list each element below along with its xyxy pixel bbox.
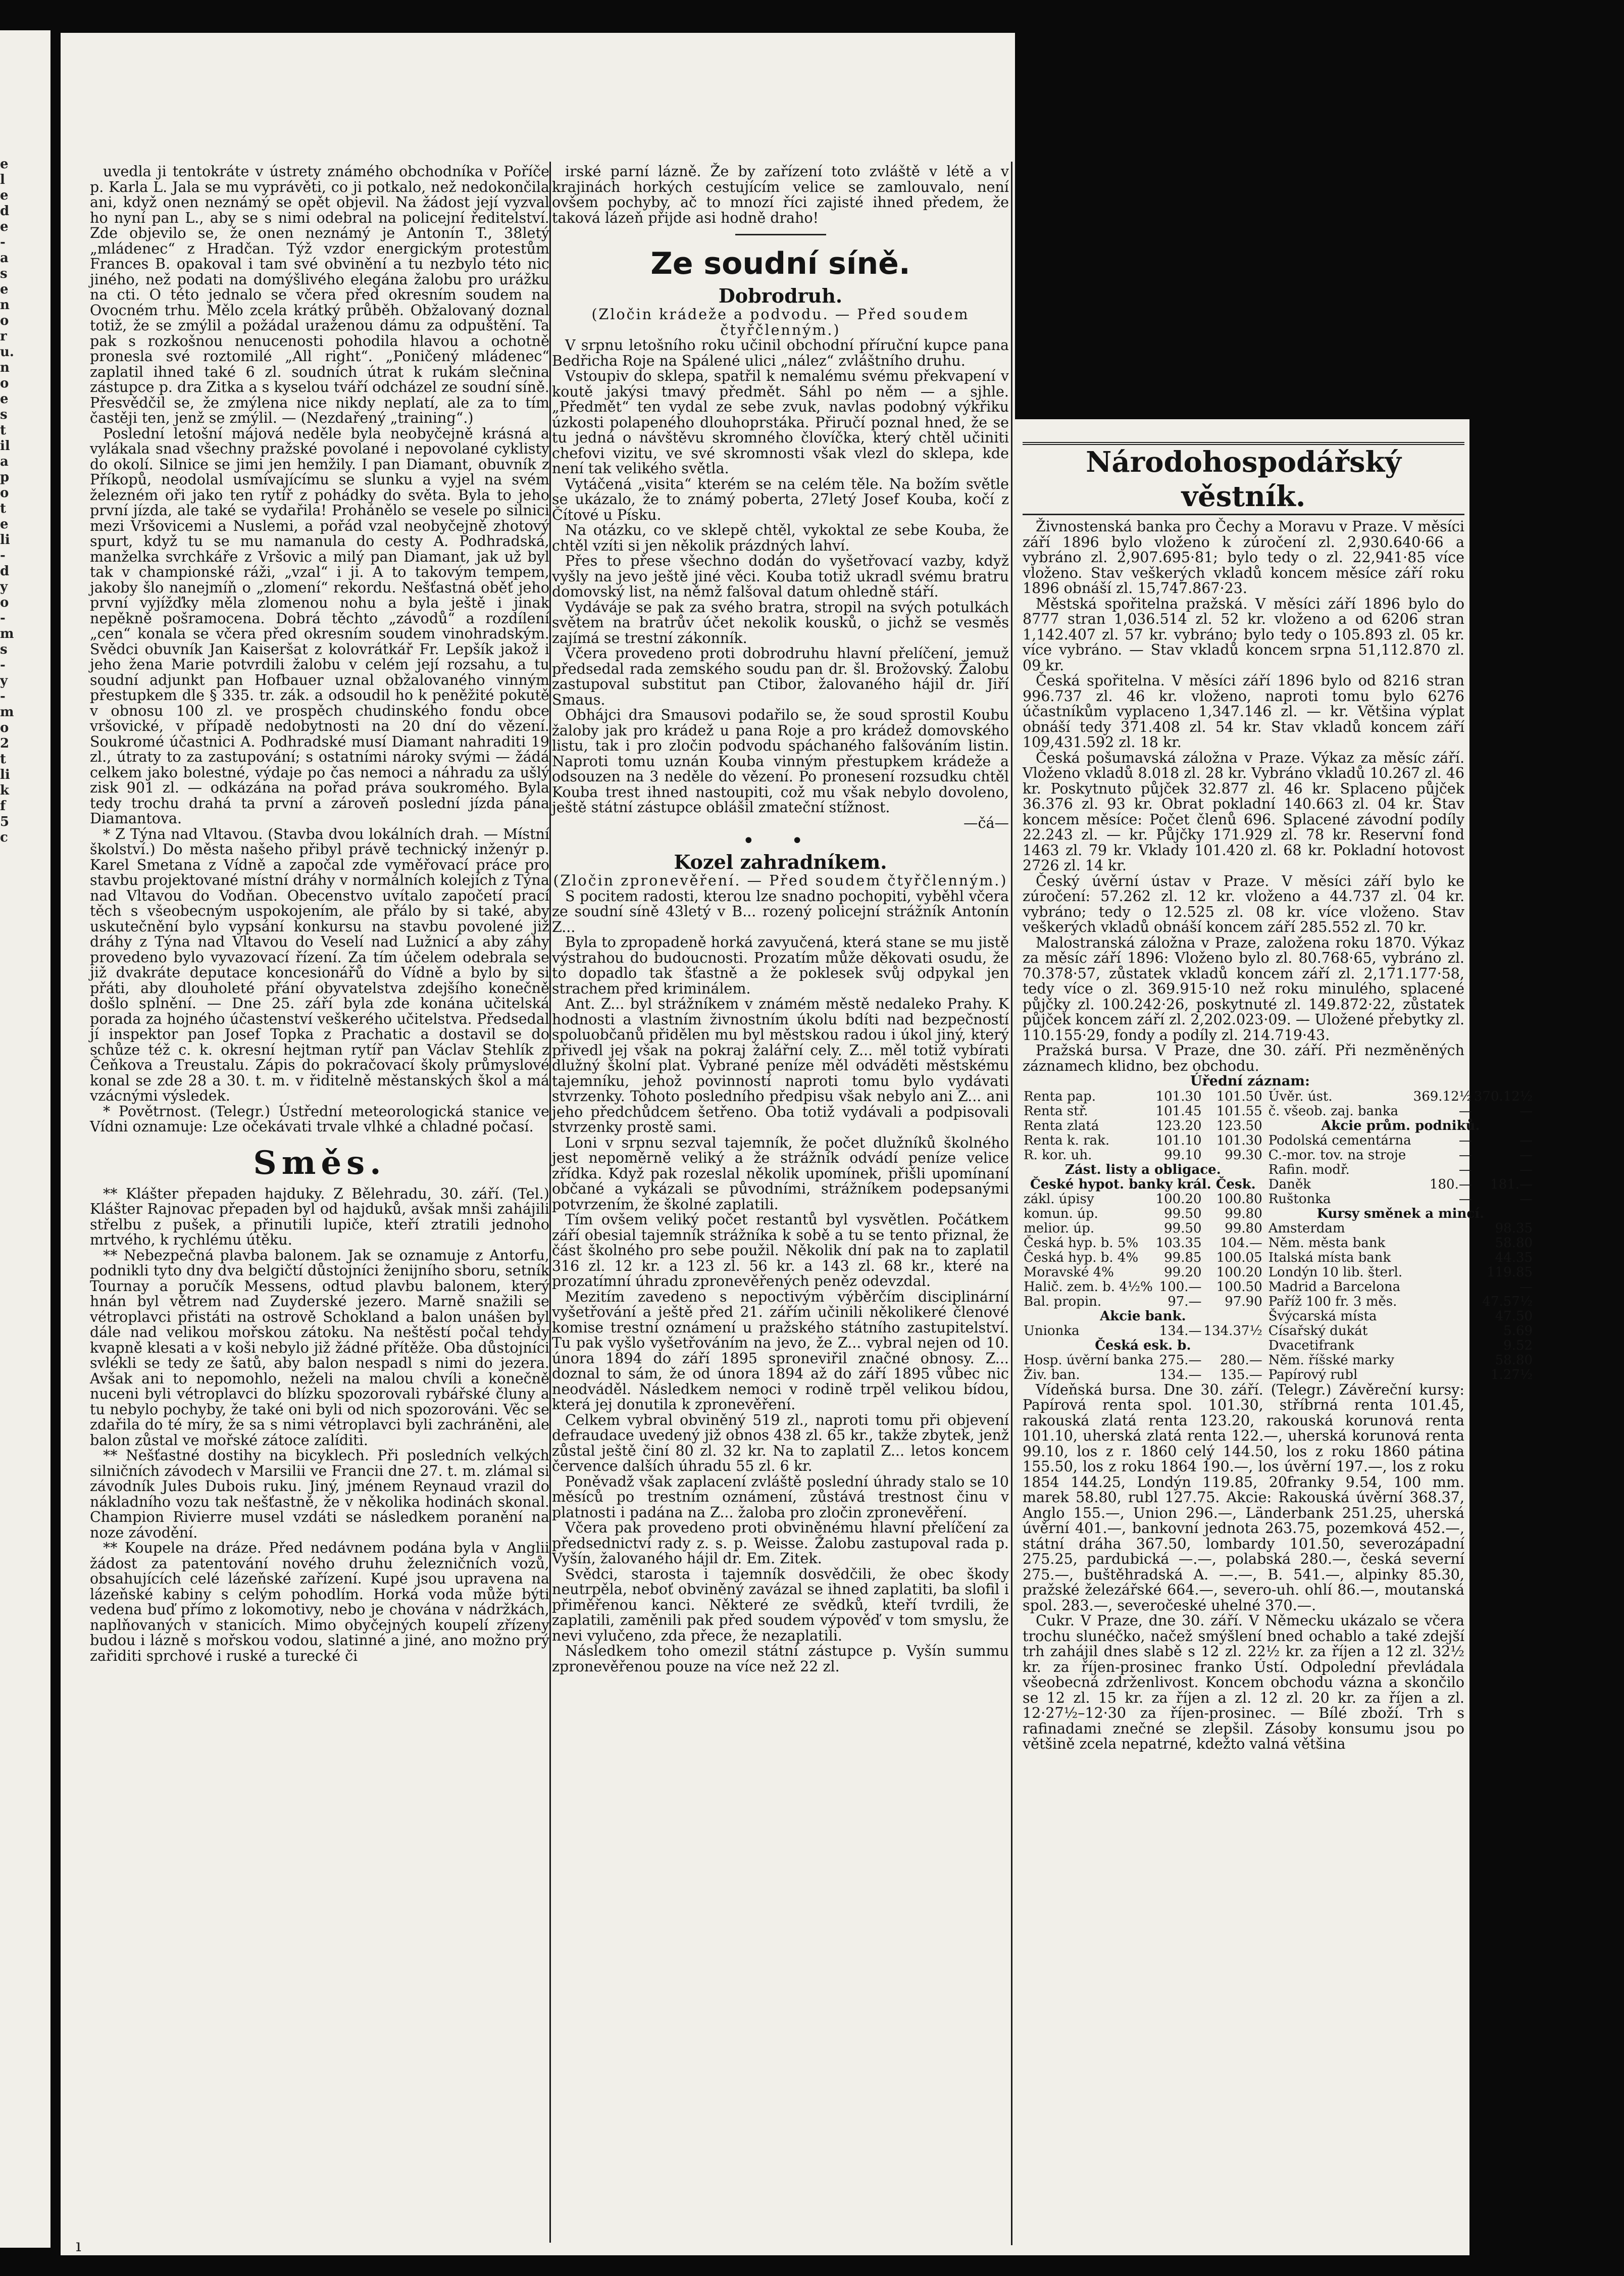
- bursa-label: Rafin. modř.: [1268, 1162, 1350, 1177]
- bursa-row: [1267, 1295, 1534, 1309]
- bursa-label: zákl. úpisy: [1024, 1191, 1094, 1207]
- bursa-table-right: [1267, 1090, 1534, 1382]
- bursa-label: Bal. propin.: [1024, 1294, 1102, 1309]
- bursa-value: 104.—: [1220, 1235, 1262, 1251]
- bursa-label: Renta k. rak.: [1024, 1132, 1110, 1148]
- separator-dots: • •: [742, 829, 819, 853]
- bursa-value: 101.30: [1155, 1088, 1202, 1104]
- economic-item: Živnostenská banka pro Čechy a Moravu v Praze. V měsíci září 1896 bylo vloženo k zúročení zl. 2,930.640·66 a vybráno zl. 2,907.695·81; bylo tedy o zl. 22,941·85 více vloženo. Stav veškerých vkladů koncem měsíce září roku 1896 obnáší zl. 15,747.867·23.: [1023, 518, 1464, 597]
- bursa-value: [1412, 1265, 1473, 1280]
- article-paragraph: Svědci, starosta i tajemník dosvědčili, že obec škody neutrpěla, neboť obviněný zavázal se ihned zaplatiti, ba slofil i přiměřenou kanci. Některé ze svědků, kteří tvrdili, že zaplatili, zaměnili pak před soudem výpověď v tom smyslu, že nevi vylučeno, zda přece, že nezaplatili.: [552, 1565, 1009, 1644]
- article-subtitle: (Zločin zpronevěření. — Před soudem čtyřčlenným.): [553, 872, 1008, 889]
- article-paragraph: V srpnu letošního roku učinil obchodní příruční kupce pana Bedřicha Roje na Spálené ulici „nález“ zvláštního druhu.: [552, 337, 1009, 369]
- bursa-label: R. kor. uh.: [1024, 1147, 1092, 1163]
- bursa-value: 99.50: [1164, 1206, 1202, 1221]
- bursa-label: č. všeob. zaj. banka: [1268, 1103, 1399, 1119]
- bursa-value: 134.—: [1159, 1367, 1202, 1382]
- bursa-value: 97.90: [1225, 1294, 1262, 1309]
- bursa-value: 99.80: [1225, 1206, 1262, 1221]
- divider: [735, 234, 826, 235]
- bursa-value: 44.35: [1495, 1250, 1533, 1265]
- bursa-value: 123.50: [1216, 1118, 1262, 1133]
- article-paragraph: uvedla ji tentokráte v ústrety známého obchodníka v Poříče p. Karla L. Jala se mu vyprávěti, co ji potkalo, než nedokončila ani, když onen neznámý se opět objevil. Na žádost její vyzval ho nyní pan L., aby se s nimi odebral na policejní ředitelství. Zde objevilo se, že onen neznámý je Antonín T., 38letý „mládenec“ z Hradčan. Týž vzdor energickým protestům Frances B. opakoval i tam své obvinění a tu nezbylo této nic jiného, než podati na domýšlivého elegána žalobu pro urážku na cti. O této jednalo se včera před okresním soudem na Ovocném trhu. Mělo zcela krátký průběh. Obžalovaný doznal totiž, že se zmýlil a požádal uraženou dámu za odpuštění. Ta pak s rozkošnou nenucenosti pohodila hlavou a ochotně pronesla své roztomilé „All right“. „Poničený mládenec“ zaplatil ihned také 6 zl. soudních útrat k rukám slečnina zástupce p. dra Zitka a s kyselou tváří odcházel ze soudní síně. Přesvědčil se, že zmýlena nice nikdy neplatí, ale za to tím častěji ten, jenž se zmýlil. — (Nezdařený „training“.): [90, 163, 549, 426]
- article-paragraph: Vytáčená „visita“ kterém se na celém těle. Na božím světle se ukázalo, že to známý poberta, 27letý Josef Kouba, kočí z Čítové u Písku.: [552, 475, 1009, 523]
- bursa-row: [1023, 1090, 1263, 1104]
- article-paragraph: Vydáváje se pak za svého bratra, stropil na svých potulkách světem na bratrův účet nekolik kousků, o jichž se vesměs zajímá se trestní zákonník.: [552, 599, 1009, 647]
- article-paragraph: Včera pak provedeno proti obviněnému hlavní přelíčení za předsednictví rady z. s. p. Weisse. Žalobu zastupoval rada p. Vyšín, žalovaného hájil dr. Em. Zitek.: [552, 1519, 1009, 1567]
- bursa-row: [1023, 1236, 1263, 1251]
- economic-item: Česká spořitelna. V měsíci září 1896 bylo od 8216 stran 996.737 zl. 46 kr. vloženo, naproti tomu bylo 6276 účastníkům vyplaceno 1,347.146 zl. — kr. Většina výplat obnáší tedy 371.408 zl. 54 kr. Stav vkladů koncem září 109,431.592 zl. 18 kr.: [1023, 672, 1464, 751]
- page-edge-mark: ı: [76, 2236, 81, 2256]
- bursa-value: [1412, 1309, 1473, 1324]
- bursa-value: —: [1519, 1191, 1533, 1207]
- bursa-value: —: [1519, 1162, 1533, 1177]
- bursa-row: [1023, 1148, 1263, 1163]
- bursa-value: —: [1519, 1279, 1533, 1295]
- bursa-label: Renta zlatá: [1024, 1118, 1099, 1133]
- bursa-value: 99.20: [1164, 1264, 1202, 1280]
- bursa-label: Papírový rubl: [1268, 1367, 1358, 1382]
- bursa-value: 100.20: [1155, 1191, 1202, 1207]
- column-3-economic: [1023, 442, 1533, 2245]
- bursa-value: [1412, 1251, 1473, 1265]
- article-paragraph: Mezitím zavedeno s nepoctivým výběrčím disciplinární vyšetřování a ještě před 21. zářím učinili několikeré členové komise trestní oznámení u pražského státního zastupitelství. Tu pak vyšlo vyšetřováním na jevo, že Z... vybral nejen od 10. února 1894 do září 1895 sproneviřil značné obnosy. Z... doznal to sám, že od února 1894 až do září 1895 vůbec nic neodváděl. Následkem nemoci v rodině trpěl velikou bídou, která jej donutila k zpronevěření.: [552, 1288, 1009, 1413]
- bursa-label: Císařský dukát: [1268, 1323, 1368, 1339]
- bursa-row: [1023, 1251, 1263, 1265]
- bursa-value: 47.50: [1495, 1308, 1533, 1324]
- bursa-row: [1023, 1221, 1263, 1236]
- bursa-value: 99.80: [1225, 1220, 1262, 1236]
- bursa-label: Akcie bank.: [1100, 1308, 1186, 1324]
- bursa-label: Zást. listy a obligace.: [1064, 1162, 1221, 1177]
- section-heading-court: Ze soudní síně.: [650, 246, 910, 281]
- previous-page-text-fragment: ele de- a se no ru. no est ila po te li- dy o- m s- y- m o 2t li k f 5 c: [0, 157, 14, 845]
- article-paragraph: Na otázku, co ve sklepě chtěl, vykoktal ze sebe Kouba, že chtěl vzíti si jen několik prázdných lahví.: [552, 522, 1009, 554]
- article-title: Dobrodruh.: [718, 284, 843, 307]
- article-title: Kozel zahradníkem.: [674, 851, 887, 873]
- economic-item: Malostranská záložna v Praze, založena roku 1870. Výkaz za měsíc září 1896: Vloženo bylo zl. 80.768·65, vybráno zl. 70.378·57, zůstatek vkladů koncem září zl. 2,171.177·58, tedy více o zl. 369.915·10 než roku minulého, splacené půjčky zl. 100.242·26, poskytnuté zl. 149.872·22, zůstatek půjček koncem září zl. 2,202.023·09. — Uložené přebytky zl. 110.155·29, fondy a podíly zl. 214.719·43.: [1023, 934, 1464, 1044]
- misc-item: ** Nebezpečná plavba balonem. Jak se oznamuje z Antorfu, podnikli tyto dny dva belgičtí důstojníci ženijního sboru, setník Tournay a poručík Messens, odtud plavbu balonem, který hnán byl větrem nad Zuyderské jezero. Marně snažili se vétroplavci přistáti na ostrově Schokland a balon unášen byl dále nad velikou mořskou zátoku. Na neštěstí počal tehdy kvapně klesati a v koši nebylo již žádné přítěže. Oba důstojníci svlékli se tedy ze šatů, aby balon nespadl s nimi do jezera. Avšak ani to nepomohlo, neželi na malou chvíli a konečně nuceni byli vétroplavci do blízku spozorovali rybářské čluny a tu nebylo pochyby, že také oni byli od nich spozorováni. Věc se zdařila do té míry, že sa s nimi vétroplavci byli zachráněni, ale balon zůstal ve mořské zátoce zalíditi.: [90, 1247, 549, 1449]
- article-paragraph: Ant. Z... byl strážníkem v známém městě nedaleko Prahy. K hodnosti a vlastním živnostním úkolu bdíti nad bezpečností spoluobčanů přidělen mu byl městskou radou i úkol jiný, který přivedl jej však na pokraj žalářní cely. Z... měl totiž vybírati dlužný školní plat. Vybrané peníze měl odváděti městskému tajemníku, jehož povinností naproti tomu bylo vydávati stvrzenky. Tohoto posledního předpisu však nebylo ani Z... ani jeho předchůdcem šetřeno. Oba totiž vydávali a podpisovali stvrzenky prostě sami.: [552, 996, 1009, 1135]
- bursa-value: 47.57½: [1482, 1294, 1533, 1309]
- bursa-row: [1267, 1207, 1534, 1221]
- economic-item: Městská spořitelna pražská. V měsíci září 1896 bylo do 8777 stran 1,036.514 zl. 52 kr. vloženo a od 6206 stran 1,142.407 zl. 57 kr. vybráno; bylo tedy o 105.893 zl. 05 kr. více vybráno. — Stav vkladů koncem srpna 51,112.870 zl. 09 kr.: [1023, 595, 1464, 674]
- bursa-row: [1023, 1265, 1263, 1280]
- column-1: [90, 164, 549, 2240]
- article-paragraph: Včera provedeno proti dobrodruhu hlavní přelíčení, jemuž předsedal rada zemského soudu pan dr. šl. Brožovský. Žalobu zastupoval substitut pan Ctibor, žalovaného hájil dr. Jiří Smaus.: [552, 645, 1009, 708]
- bursa-label: Daněk: [1268, 1176, 1311, 1192]
- misc-item: ** Nešťastné dostihy na bicyklech. Při posledních velkých silničních závodech v Marsilii ve Francii dne 27. t. m. zlámal si závodník Jules Dubois ruku. Jiný, jménem Reynaud vrazil do nákladního vozu tak nešťastně, že v několika hodinách skonal. Champion Rivierre musel vzdáti se následkem poranění na noze závodění.: [90, 1447, 549, 1541]
- article-paragraph: Tím ovšem veliký počet restantů byl vysvětlen. Počátkem září obesial tajemník strážníka k sobě a tu se tento přiznal, že část školného pro sebe použil. Několik dní pak na to zaplatil 316 zl. 12 kr. a 123 zl. 56 kr. a 143 zl. 68 kr., které na prozatímní úhradu zpronevěřených peněz odevzdal.: [552, 1211, 1009, 1290]
- economic-item: Vídeňská bursa. Dne 30. září. (Telegr.) Závěreční kursy: Papírová renta spol. 101.30, stříbrná renta 101.45, rakouská zlatá renta 123.20, rakouská korunová renta 101.10, uherská zlatá renta 122.—, uherská korunová renta 99.10, los z r. 1860 celý 144.50, los z roku 1860 pátina 155.50, los z roku 1864 190.—, los úvěrní 197.—, los z roku 1854 144.25, Londýn 119.85, 20franky 9.54, 100 mm. marek 58.80, rubl 127.75. Akcie: Rakouská úvěrní 368.37, Anglo 155.—, Union 296.—, Länderbank 251.25, uherská úvěrní 401.—, bankovní jednota 263.75, pozemková 452.—, státní dráha 367.50, lombardy 101.50, severozápadní 275.25, pardubická —.—, polabská 280.—, česká severní 275.—, buštěhradská A. —.—, B. 541.—, alpinky 85.30, pražské železářské 664.—, severo-uh. ohlí 86.—, moutanská spol. 283.—, severočeské uhelné 370.—.: [1023, 1381, 1464, 1614]
- bursa-row: [1267, 1148, 1534, 1163]
- bursa-value: 134.—: [1159, 1323, 1202, 1339]
- bursa-label: České hypot. banky král. Česk.: [1030, 1176, 1256, 1192]
- bursa-value: 99.85: [1164, 1250, 1202, 1265]
- bursa-value: 97.—: [1168, 1294, 1202, 1309]
- bursa-label: Renta pap.: [1024, 1088, 1096, 1104]
- bursa-row: [1023, 1192, 1263, 1207]
- bursa-value: 181.—: [1490, 1176, 1533, 1192]
- bursa-row: [1267, 1251, 1534, 1265]
- economic-item: Pražská bursa. V Praze, dne 30. září. Při nezměněných záznamech klidno, bez obchodu.: [1023, 1042, 1464, 1074]
- bursa-value: —: [1519, 1147, 1533, 1163]
- news-item-tyn: * Z Týna nad Vltavou. (Stavba dvou lokálních drah. — Místní školství.) Do města našeho přibyl právě technický inženýr p. Karel Smetana z Vídně a započal zde vyměřovací práce pro stavbu projektované místní dráhy v normálních kolejích z Týna nad Vltavou do Vodňan. Obecenstvo uvítalo započetí prací těch s všeobecným uspokojením, ale přálo by si také, aby uskutečnění bylo vypsání konkursu na stavbu povolené již dráhy z Týna nad Vltavou do Veselí nad Lužnicí a aby záhy provedeno bylo vyvazovací řízení. Za tím účelem odebrala se již dvakráte deputace koncesionářů do Vídně a bylo by si přáti, aby dlouholeté přání obyvatelstva zdejšího konečně došlo splnění. — Dne 25. září byla zde konána učitelská porada za hojného účastenství veškerého učitelstva. Předsedal jí inspektor pan Josef Topka z Prachatic a dostavil se do schůze též c. k. okresní hejtman rytíř pan Václav Stehlík z Čeňkova a Treustalu. Zápis do pokračovací školy průmyslové konal se zde 28 a 30. t. m. v řiditelně městanských škol a má vzácnými výsledek.: [90, 825, 549, 1104]
- bursa-label: Dvacetifrank: [1268, 1338, 1354, 1353]
- bursa-value: 58.80: [1495, 1235, 1533, 1251]
- bursa-value: 103.35: [1155, 1235, 1202, 1251]
- bursa-label: Něm. města bank: [1268, 1235, 1386, 1251]
- bursa-label: melior. úp.: [1024, 1220, 1095, 1236]
- bursa-label: Paříž 100 fr. 3 měs.: [1268, 1294, 1397, 1309]
- misc-item: ** Klášter přepaden hajduky. Z Bělehradu, 30. září. (Tel.) Klášter Rajnovac přepaden byl od hajduků, avšak mnši zahájili střelbu z pušek, a přinutili lupiče, kteří ztratili jednoho mrtvého, k rychlému útěku.: [90, 1185, 549, 1248]
- article-paragraph: Poněvadž však zaplacení zvláště poslední úhrady stalo se 10 měsíců po trestním oznámení, zůstává trestnost činu v platnosti i padána na Z... žaloba pro zločin zpronevěření.: [552, 1473, 1009, 1521]
- bursa-label: Česká esk. b.: [1095, 1338, 1191, 1353]
- bursa-row: [1023, 1324, 1263, 1339]
- article-paragraph: Loni v srpnu sezval tajemník, že počet dlužníků školného jest nepoměrně veliký a že strážník odvádí peníze velice zřídka. Když pak rozeslal několik upomínek, přišli upomínaní občané a vykázali se původními, strážníkem podepsanými potvrzením, že školné zaplatili.: [552, 1134, 1009, 1213]
- bursa-row: [1267, 1236, 1534, 1251]
- bursa-row: [1267, 1221, 1534, 1236]
- bursa-value: 369.12½: [1413, 1088, 1472, 1104]
- bursa-value: [1412, 1324, 1473, 1339]
- economic-item: Česká pošumavská záložna v Praze. Výkaz za měsíc září. Vloženo vkladů 8.018 zl. 28 kr. Vybráno vkladů 10.267 zl. 46 kr. Poskytnuto půjček 32.877 zl. 46 kr. Splaceno půjček 36.376 zl. 93 kr. Obrat pokladní 140.663 zl. 04 kr. Stav koncem měsíce: Počet členů 696. Splacené závodní podíly 22.243 zl. — kr. Půjčky 171.929 zl. 78 kr. Reservní fond 1463 zl. 79 kr. Vklady 101.420 zl. 68 kr. Pokladní hotovost 2726 zl. 14 kr.: [1023, 749, 1464, 874]
- article-signature: —čá—: [963, 814, 1009, 831]
- bursa-label: Česká hyp. b. 5%: [1024, 1235, 1139, 1251]
- bursa-value: 135.—: [1220, 1367, 1262, 1382]
- bursa-row: [1023, 1133, 1263, 1148]
- bursa-row: [1267, 1133, 1534, 1148]
- bursa-value: —: [1458, 1132, 1472, 1148]
- bursa-label: Moravské 4%: [1024, 1264, 1114, 1280]
- article-paragraph: Poslední letošní májová neděle byla neobyčejně krásná a vylákala snad všechny pražské povolané i nepovolané cyklisty do okolí. Silnice se jimi jen hemžily. I pan Diamant, obuvník z Příkopů, neodolal usmívajícímu se slunku a vyjel na svém železném oři jako ten rytíř z pohádky do světa. Byla to jeho první jízda, ale také se vydařila! Prohánělo se vesele po silnici mezi Vršovicemi a Nuslemi, a pořád vzal neobyčejně zhotový spurt, když tu se mu namanula do cesty A. Podhradská, manželka svrchkáře z Vršovic a milý pan Diamant, jak už byl tak v championské ráži, „vzal“ i ji. A to takovým tempem, jakoby šlo nanejmíň o „zlomení“ rekordu. Nešťastná oběť jeho první vyjížďky měla zlomenou nohu a byla ještě i jinak nepěkně pošramocena. Dobrá těchto „závodů“ a rozdílení „cen“ konala se včera před okresním soudem vinohradským. Svědci obuvník Jan Kaiseršat z kolovrátkář Fr. Lepšík jakož i jeho žena Marie potvrdili žalobu v celém její rozsahu, a tu soudní adjunkt pan Hofbauer uznal obžalovaného vinným přestupkem dle § 335. tr. zák. a odsoudil ho k peněžité pokutě v obnosu 100 zl. ve prospěch chudinského fondu obce vršovické, v případě nedobytnosti na 20 dní do vězení. Soukromé účastnici A. Podhradské musí Diamant nahraditi 19 zl., útraty to za zastupování; s ostatními nároky svými — žádá celkem jako bolestné, výdaje po čas nemoci a náhradu za ušlý zisk 901 zl. — odkázána na pořad práva soukromého. Byla tedy trochu drahá ta první a zároveň poslední jízda pána Diamantova.: [90, 425, 549, 827]
- bursa-row: [1023, 1309, 1263, 1324]
- bursa-value: 100.05: [1216, 1250, 1262, 1265]
- article-paragraph: S pocitem radosti, kterou lze snadno pochopiti, vyběhl včera ze soudní síně 43letý v B... rozený policejní strážník Antonín Z...: [552, 887, 1009, 935]
- bursa-label: Italská místa bank: [1268, 1250, 1391, 1265]
- misc-item: ** Koupele na dráze. Před nedávnem podána byla v Anglii žádost za patentování nového druhu železničních vozů, obsahujících celé lázeňské zařízení. Kupé jsou upravena na lázeňské kabiny s celým pohodlím. Horká voda může býti vedena buď přímo z lokomotivy, nebo je chována v nádržkách, naplňovaných v stanicích. Mimo obyčejných koupelí zřízeny budou i lázně s mořskou vodou, slatinné a jiné, ano možno prý zařiditi sprchové i ruské a turecké či: [90, 1540, 549, 1664]
- bursa-row: [1023, 1119, 1263, 1133]
- bursa-value: —: [1519, 1103, 1533, 1119]
- bursa-value: [1412, 1368, 1473, 1382]
- bursa-value: 99.50: [1164, 1220, 1202, 1236]
- bursa-label: Kursy směnek a mincí.: [1316, 1206, 1485, 1221]
- bursa-value: [1412, 1236, 1473, 1251]
- bursa-value: 1.27½: [1490, 1367, 1533, 1382]
- bursa-value: 134.37½: [1203, 1323, 1262, 1339]
- bursa-value: 99.10: [1164, 1147, 1202, 1163]
- bursa-value: —: [1458, 1103, 1472, 1119]
- bursa-row: [1023, 1207, 1263, 1221]
- article-paragraph: irské parní lázně. Že by zařízení toto zvláště v létě a v krajinách horkých cestujícím velice se zamlouvalo, není ovšem pochyby, ač to mnozí říci zajisté ihned předem, že taková lázeň přijde asi hodně draho!: [552, 163, 1009, 226]
- bursa-value: 100.80: [1216, 1191, 1262, 1207]
- bursa-row: [1023, 1368, 1263, 1382]
- bursa-row: [1023, 1280, 1263, 1295]
- bursa-value: 101.10: [1155, 1132, 1202, 1148]
- news-item-weather: * Povětrnost. (Telegr.) Ústřední meteorologická stanice ve Vídni oznamuje: Lze očekávati trvale vlhké a chladné počasí.: [90, 1103, 549, 1135]
- bursa-label: Halič. zem. b. 4½%: [1024, 1279, 1153, 1295]
- bursa-value: 100.—: [1159, 1279, 1202, 1295]
- economic-item: Český úvěrní ústav v Praze. V měsíci září bylo ke zúročení: 57.262 zl. 12 kr. vloženo a 44.737 zl. 04 kr. vybráno; tedy o 12.525 zl. 08 kr. více vloženo. Stav veškerých vkladů obnáší koncem září 285.552 zl. 70 kr.: [1023, 872, 1464, 935]
- bursa-row: [1023, 1339, 1263, 1353]
- economic-item: Cukr. V Praze, dne 30. září. V Německu ukázalo se včera trochu slunéčko, načež smýšlení bned ochablo a také zdejší trh zahájil dnes slabě s 12 zl. 22½ kr. za říjen a 12 zl. 32½ kr. za říjen-prosinec franko Ústí. Odpolední převládala všeobecná zdrženlivost. Koncem obchodu vázna a skončilo se 12 zl. 15 kr. za říjen a zl. 12 zl. 20 kr. za říjen a zl. 12·27½–12·30 za říjen-prosinec. — Bílé zboží. Trh s rafinadami znečné se zlepšil. Zásoby konsumu jsou po většině zcela nepatrné, kdežto valná většina: [1023, 1612, 1464, 1752]
- section-heading-smes: Směs.: [253, 1144, 386, 1182]
- bursa-label: Švýcarská místa: [1268, 1308, 1377, 1324]
- bursa-value: 101.55: [1216, 1103, 1262, 1119]
- bursa-value: —: [1458, 1162, 1472, 1177]
- bursa-value: 101.30: [1216, 1132, 1262, 1148]
- bursa-label: Madrid a Barcelona: [1268, 1279, 1401, 1295]
- bursa-label: Česká hyp. b. 4%: [1024, 1250, 1139, 1265]
- article-paragraph: Celkem vybral obviněný 519 zl., naproti tomu při objevení defraudace uvedený již obnos 438 zl. 65 kr., takže zbytek, jenž zůstal ještě činí 80 zl. 32 kr. Na to zaplatil Z... letos koncem července dalších úhradu 55 zl. 6 kr.: [552, 1411, 1009, 1474]
- bursa-value: 100.50: [1216, 1279, 1262, 1295]
- bursa-label: Unionka: [1024, 1323, 1080, 1339]
- bursa-value: 280.—: [1220, 1352, 1262, 1368]
- bursa-row: [1267, 1339, 1534, 1353]
- bursa-row: [1267, 1090, 1534, 1104]
- bursa-value: [1412, 1221, 1473, 1236]
- bursa-value: [1412, 1339, 1473, 1353]
- bursa-row: [1023, 1353, 1263, 1368]
- bursa-row: [1023, 1295, 1263, 1309]
- bursa-label: Amsterdam: [1268, 1220, 1345, 1236]
- bursa-value: 9.52: [1503, 1338, 1533, 1353]
- bursa-row: [1267, 1177, 1534, 1192]
- previous-page-edge: [0, 30, 50, 2248]
- column-rule: [1011, 162, 1012, 2245]
- bursa-value: 275.—: [1159, 1352, 1202, 1368]
- bursa-row: [1267, 1163, 1534, 1177]
- bursa-label: Londýn 10 lib. šterl.: [1268, 1264, 1403, 1280]
- bursa-label: Renta stř.: [1024, 1103, 1088, 1119]
- bursa-label: Úvěr. úst.: [1268, 1088, 1333, 1104]
- bursa-label: komun. úp.: [1024, 1206, 1098, 1221]
- bursa-row: [1267, 1368, 1534, 1382]
- bursa-value: 101.45: [1155, 1103, 1202, 1119]
- bursa-value: [1412, 1353, 1473, 1368]
- bursa-tables: [1023, 1088, 1533, 1382]
- bursa-value: 101.50: [1216, 1088, 1262, 1104]
- column-rule: [549, 162, 551, 2243]
- economic-section-masthead: Národohospodářský věstník.: [1023, 442, 1464, 515]
- bursa-value: —: [1519, 1132, 1533, 1148]
- bursa-row: [1267, 1280, 1534, 1295]
- bursa-value: 180.—: [1429, 1176, 1472, 1192]
- bursa-row: [1023, 1104, 1263, 1119]
- bursa-value: 370.12½: [1474, 1088, 1533, 1104]
- bursa-value: 99.30: [1225, 1147, 1262, 1163]
- bursa-row: [1267, 1309, 1534, 1324]
- bursa-value: 58.80: [1495, 1352, 1533, 1368]
- bursa-row: [1267, 1265, 1534, 1280]
- bursa-value: —: [1458, 1191, 1472, 1207]
- article-paragraph: Byla to zpropadeně horká zavyučená, která stane se mu jistě výstrahou do budoucnosti. Prozatím může děkovati osudu, že to dopadlo tak šťastně a že poklesek svůj odpykal jen strachem před kriminálem.: [552, 934, 1009, 997]
- bursa-table-left: [1023, 1090, 1263, 1382]
- bursa-row: [1023, 1177, 1263, 1192]
- article-paragraph: Obhájci dra Smausovi podařilo se, že soud sprostil Koubu žaloby jak pro krádež u pana Roje a pro krádež domovského listu, tak i pro zločin podvodu spáchaného falšováním listin. Naproti tomu uznán Kouba vinným přestupkem krádeže a odsouzen na 3 neděle do vězení. Po pronesení rozsudku chtěl Kouba trest ihned nastoupiti, což mu však nebylo dovoleno, ještě státní zástupce oblášil zmateční stížnost.: [552, 707, 1009, 816]
- bursa-label: Ruštonka: [1268, 1191, 1331, 1207]
- bursa-value: 119.85: [1487, 1264, 1533, 1280]
- article-paragraph: Přes to přese všechno dodán do vyšetřovací vazby, když vyšly na jevo ještě jiné věci. Kouba totiž ukradl svému bratru domovský list, na němž falšoval datum ohledně stáří.: [552, 553, 1009, 600]
- bursa-row: [1267, 1192, 1534, 1207]
- bursa-row: [1023, 1163, 1263, 1177]
- bursa-value: 5.69: [1503, 1323, 1533, 1339]
- bursa-label: Akcie prům. podniků.: [1321, 1118, 1480, 1133]
- bursa-value: [1412, 1280, 1473, 1295]
- bursa-label: Podolská cementárna: [1268, 1132, 1411, 1148]
- bursa-value: 100.20: [1216, 1264, 1262, 1280]
- article-subtitle: (Zločin krádeže a podvodu. — Před soudem čtyřčlenným.): [591, 306, 970, 338]
- bursa-value: 98.35: [1495, 1220, 1533, 1236]
- article-paragraph: Vstoupiv do sklepa, spatřil k nemalému svému překvapení v koutě jakýsi tmavý předmět. Sáhl po něm — a sjhle. „Předmět“ ten vydal ze sebe zvuk, navlas podobný výkřiku úzkosti polapeného dlouhoprstáka. Přiručí poznal hned, že se tu jedná o návštěvu skromného človíčka, který chtěl učiniti chefovi vizitu, ve své skromnosti však vlezl do sklepa, kde není tak velikého světla.: [552, 368, 1009, 477]
- bursa-value: —: [1458, 1147, 1472, 1163]
- bursa-value: 123.20: [1155, 1118, 1202, 1133]
- bursa-label: Živ. ban.: [1024, 1367, 1080, 1382]
- bursa-row: [1267, 1119, 1534, 1133]
- bursa-label: Něm. říšské marky: [1268, 1352, 1394, 1368]
- article-paragraph: Následkem toho omezil státní zástupce p. Vyšín summu zpronevěřenou pouze na více než 22 zl.: [552, 1643, 1009, 1675]
- bursa-table-heading: Úřední záznam:: [1190, 1073, 1310, 1089]
- bursa-label: C.-mor. tov. na stroje: [1268, 1147, 1406, 1163]
- bursa-value: [1412, 1295, 1473, 1309]
- bursa-row: [1267, 1104, 1534, 1119]
- bursa-row: [1267, 1353, 1534, 1368]
- bursa-label: Hosp. úvěrní banka: [1024, 1352, 1154, 1368]
- column-2: [552, 164, 1009, 2245]
- bursa-row: [1267, 1324, 1534, 1339]
